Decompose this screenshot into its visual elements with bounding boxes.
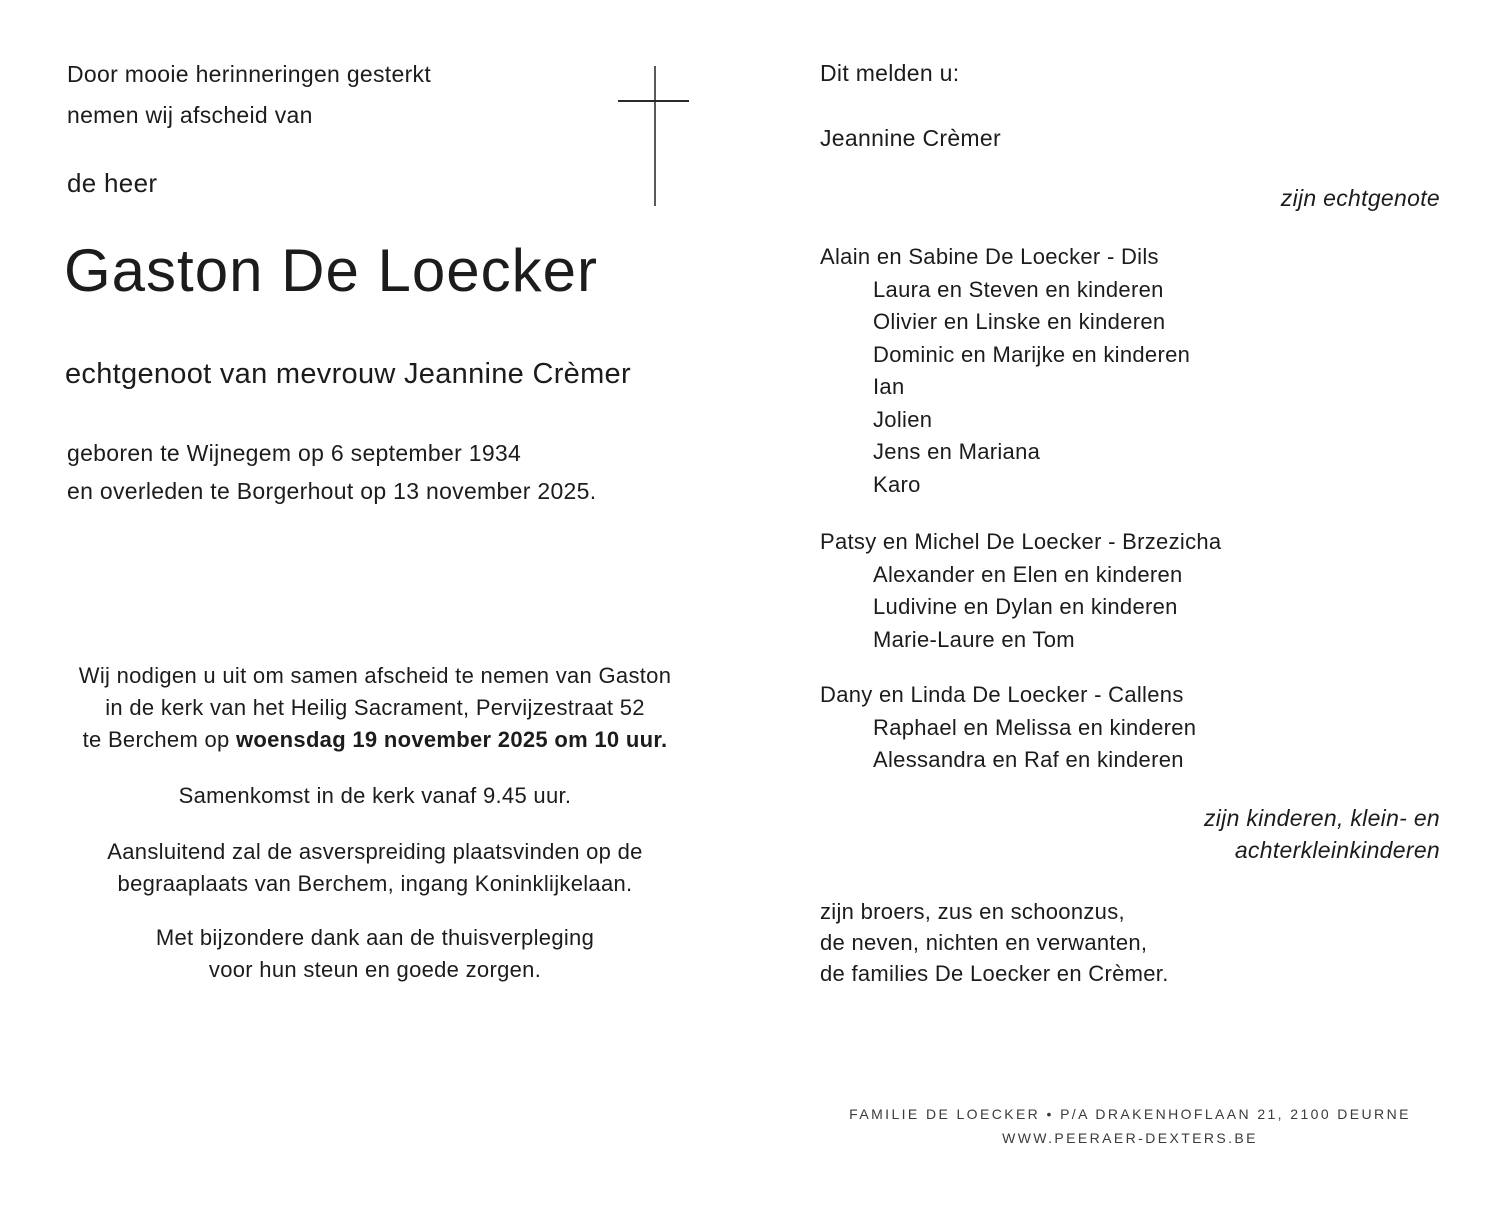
family-member: Ian bbox=[873, 374, 905, 399]
birth-line: geboren te Wijnegem op 6 september 1934 bbox=[67, 440, 522, 466]
spouse-role: zijn echtgenote bbox=[1280, 185, 1440, 211]
family-group-2 bbox=[820, 526, 1440, 656]
ash-line-2: begraaplaats van Berchem, ingang Koninklijkelaan. bbox=[117, 871, 633, 896]
family-member: Olivier en Linske en kinderen bbox=[873, 309, 1166, 334]
family-member: Marie-Laure en Tom bbox=[873, 626, 1075, 652]
relatives-paragraph bbox=[820, 896, 1440, 989]
relatives-line-2: de neven, nichten en verwanten, bbox=[820, 930, 1148, 955]
relation-line: echtgenoot van mevrouw Jeannine Crèmer bbox=[65, 358, 631, 390]
deceased-name: Gaston De Loecker bbox=[64, 237, 598, 304]
family-member: Alexander en Elen en kinderen bbox=[873, 561, 1183, 587]
invitation-line-3-prefix: te Berchem op bbox=[82, 727, 236, 752]
invitation-paragraph bbox=[55, 660, 695, 756]
family-member: Dominic en Marijke en kinderen bbox=[873, 341, 1191, 367]
footer bbox=[800, 1102, 1460, 1150]
ash-line-1: Aansluitend zal de asverspreiding plaatsvinden op de bbox=[107, 839, 643, 864]
thanks-line-2: voor hun steun en goede zorgen. bbox=[208, 957, 542, 982]
ceremony-datetime: woensdag 19 november 2025 om 10 uur. bbox=[235, 727, 668, 752]
family-head: Alain en Sabine De Loecker - Dils bbox=[820, 244, 1159, 269]
family-member: Raphael en Melissa en kinderen bbox=[873, 714, 1197, 740]
death-line: en overleden te Borgerhout op 13 november 2025. bbox=[67, 478, 597, 504]
thanks-paragraph bbox=[55, 922, 695, 986]
footer-website: WWW.PEERAER-DEXTERS.BE bbox=[1002, 1130, 1258, 1146]
salutation: de heer bbox=[67, 168, 158, 198]
intro-line-2: nemen wij afscheid van bbox=[67, 102, 313, 128]
children-role-line-2: achterkleinkinderen bbox=[1234, 837, 1440, 863]
invitation-line-1: Wij nodigen u uit om samen afscheid te nemen van Gaston bbox=[78, 663, 672, 688]
birth-death-dates bbox=[67, 434, 596, 510]
thanks-line-1: Met bijzondere dank aan de thuisverpleging bbox=[155, 925, 595, 950]
family-member: Alessandra en Raf en kinderen bbox=[873, 747, 1184, 772]
children-role bbox=[820, 802, 1440, 866]
family-member: Ludivine en Dylan en kinderen bbox=[873, 594, 1178, 619]
invitation-line-2: in de kerk van het Heilig Sacrament, Pervijzestraat 52 bbox=[105, 695, 645, 720]
family-head: Dany en Linda De Loecker - Callens bbox=[820, 682, 1184, 707]
ash-scattering-paragraph bbox=[55, 836, 695, 900]
spouse-name: Jeannine Crèmer bbox=[820, 125, 1001, 151]
intro-text bbox=[67, 54, 431, 136]
family-member: Laura en Steven en kinderen bbox=[873, 276, 1164, 302]
family-head: Patsy en Michel De Loecker - Brzezicha bbox=[820, 529, 1222, 554]
family-member: Jolien bbox=[873, 406, 933, 432]
family-member: Jens en Mariana bbox=[873, 439, 1041, 464]
family-group-1 bbox=[820, 241, 1440, 501]
announcement-label: Dit melden u: bbox=[820, 60, 960, 86]
gathering-line: Samenkomst in de kerk vanaf 9.45 uur. bbox=[178, 783, 572, 808]
family-member: Karo bbox=[873, 471, 921, 497]
family-group-3 bbox=[820, 679, 1440, 777]
footer-contact-address: FAMILIE DE LOECKER • P/A DRAKENHOFLAAN 21, 2100 DEURNE bbox=[849, 1106, 1411, 1122]
intro-line-1: Door mooie herinneringen gesterkt bbox=[67, 61, 432, 87]
relatives-line-1: zijn broers, zus en schoonzus, bbox=[820, 899, 1125, 924]
invitation-line-3 bbox=[55, 724, 695, 756]
relatives-line-3: de families De Loecker en Crèmer. bbox=[820, 961, 1169, 986]
children-role-line-1: zijn kinderen, klein- en bbox=[1203, 805, 1440, 831]
